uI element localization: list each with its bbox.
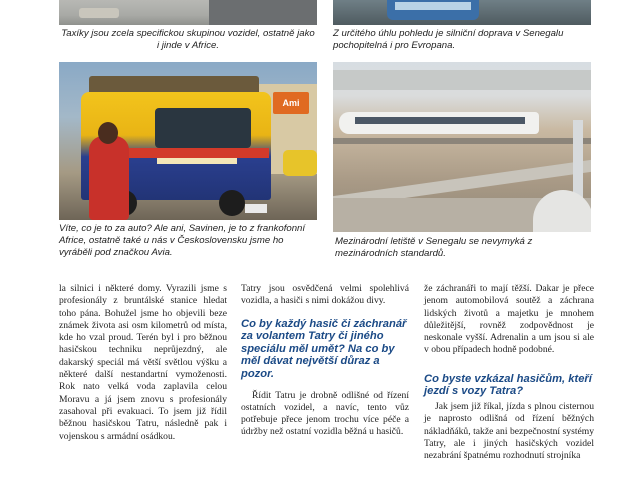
caption-top-right: Z určitého úhlu pohledu je silniční doprava v Senegalu pochopitelná i pro Evropana. xyxy=(333,28,564,51)
photo-road-traffic xyxy=(333,0,591,25)
photo-airport-train xyxy=(333,62,591,232)
caption-mid-right: Mezinárodní letiště v Senegalu se nevymyká z mezinárodních standardů. xyxy=(335,236,533,259)
column3-heading: Co byste vzkázal hasičům, kteří jezdí s vozy Tatra? xyxy=(424,372,592,398)
shop-sign: Ami xyxy=(273,92,309,114)
photo-taxis xyxy=(59,0,317,25)
column3-text: Jak jsem již říkal, jízda s plnou cisternou je naprosto odlišná od řízení běžných nákladňáků, takže ani bezpečnostní systémy Tatry, ale i jiných hasičských vozidel nezabrání špatnému rozhodnutí strojníka xyxy=(424,400,594,462)
article-column-1 xyxy=(59,283,227,443)
column2-text: Řídit Tatru je drobně odlišné od řízení ostatních vozidel, a navíc, tento vůz potřebuje přece jenom trochu více péče a údržby než ostatní vozidla běžná u hasičů. xyxy=(241,389,409,438)
article-column-3 xyxy=(424,283,594,462)
column1-text: la silnici i některé domy. Vyrazili jsme s profesionály z bruntálské stanice hledat toho pána. Bohužel jsme ho objevili beze známek života asi osm kilometrů od místa, kde ho vzal proud. Terén byl i pro běžnou hasičskou techniku neprůjezdný, ale dakarský speciál má větší světlou výšku a některé další nestandartní vymoženosti. Rok nato velká voda zaplavila celou Moravu a já jsem znovu s profesionály zasahoval při evakuaci. To jsem již řídil běžnou hasičskou Tatru, následně pak i vojenskou s armádní osádkou. xyxy=(59,283,227,442)
article-column-2 xyxy=(241,283,409,439)
column2-heading: Co by každý hasič či záchranář za volantem Tatry či jiného speciálu měl umět? Na co by měl dávat největší důraz a pozor. xyxy=(241,317,407,380)
caption-mid-left: Víte, co je to za auto? Ale ani, Savinen, je to z frankofonní Africe, ostatně také u nás v Československu jsme ho vyráběli pod značkou Avia. xyxy=(59,223,306,258)
photo-car-rapide xyxy=(59,62,317,220)
column3-intro: že záchranáři to mají těžší. Dakar je přece jenom automobilová soutěž a záchrana lidských životů a majetku je mnohem důležitější, rovněž zodpovědnost je neskonale vyšší. Adrenalin a um jsou si ale v obou případech hodně podobné. xyxy=(424,283,594,356)
caption-top-left: Taxíky jsou zcela specifickou skupinou vozidel, ostatně jako i jinde v Africe. xyxy=(61,28,315,51)
column2-intro: Tatry jsou osvědčená velmi spolehlivá vozidla, a hasiči s nimi dokážou divy. xyxy=(241,283,409,307)
